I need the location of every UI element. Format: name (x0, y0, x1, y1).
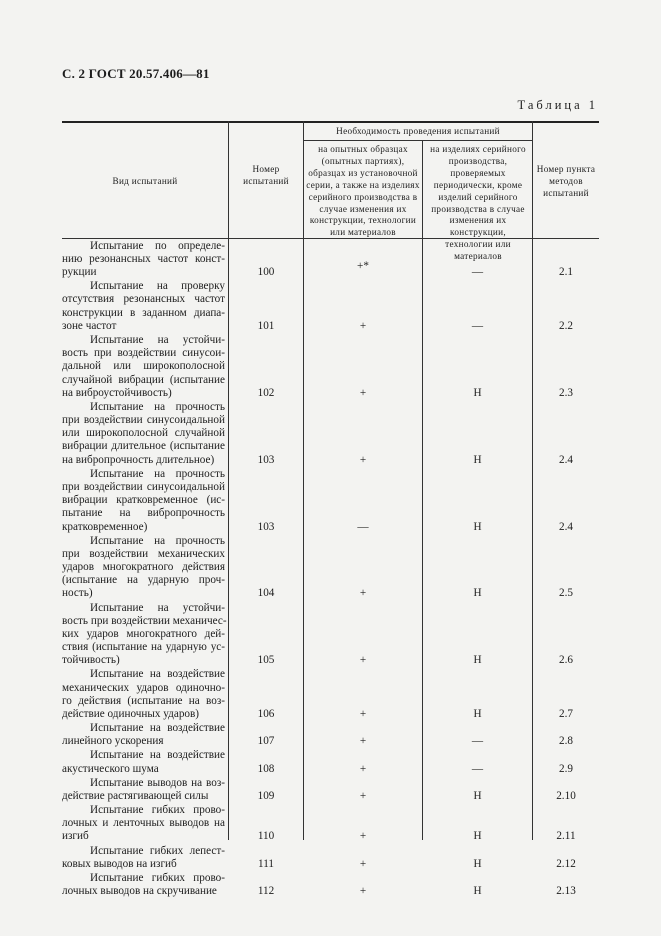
serial-necessity-cell: — (471, 735, 484, 748)
test-type-line: на вибропрочность длительное) (62, 453, 215, 466)
test-type-line: ковых выводов на изгиб (62, 857, 177, 870)
test-type-line: пытание на вибропрочность (62, 507, 225, 520)
test-type-line: Испытание на воздействие (90, 722, 225, 735)
test-type-line: Испытание гибких прово- (90, 804, 225, 816)
test-type-line: (испытание на ударную проч- (62, 574, 225, 587)
serial-necessity-cell: Н (473, 708, 482, 720)
test-type-line: при воздействии механических (62, 547, 225, 560)
header-prototypes: на опытных образцах (опытных партиях), образцах из установочной серии, а также на изделиях серийного производства в случае изменения их конструкции, технологии или материалов (306, 144, 420, 238)
method-clause-cell: 2.2 (559, 319, 573, 332)
test-type-cell (62, 749, 225, 775)
prototype-necessity-cell: + (359, 654, 367, 667)
test-type-line: Испытание на устойчи- (90, 333, 225, 346)
prototype-necessity-cell: + (359, 762, 367, 775)
serial-necessity-cell: Н (473, 386, 482, 399)
test-type-cell (62, 668, 225, 721)
test-type-line: конструкции в заданном диапа- (62, 306, 225, 319)
test-type-line: вость при воздействии синусои- (62, 347, 225, 360)
test-number-cell: 105 (257, 654, 275, 667)
test-type-cell (62, 804, 225, 844)
test-type-line: Испытание на устойчи- (90, 601, 225, 614)
test-type-line: линейного ускорения (62, 735, 164, 748)
column-divider (532, 121, 533, 840)
serial-necessity-cell: — (471, 266, 484, 279)
test-number-cell: 103 (257, 453, 275, 466)
column-divider (422, 140, 423, 840)
method-clause-cell: 2.8 (559, 735, 573, 748)
method-clause-cell: 2.4 (559, 520, 573, 533)
prototype-necessity-cell: + (359, 830, 367, 843)
serial-necessity-cell: Н (473, 453, 482, 466)
test-type-cell (62, 777, 225, 803)
test-number-cell: 103 (257, 520, 275, 533)
test-number-cell: 111 (258, 857, 274, 870)
test-number-cell: 110 (257, 830, 275, 843)
test-type-line: Испытание на прочность (90, 534, 225, 547)
prototype-necessity-cell: + (359, 885, 367, 897)
test-type-line: Испытание гибких лепест- (90, 844, 225, 857)
test-type-cell (62, 401, 225, 467)
prototype-necessity-cell: + (359, 708, 367, 720)
test-type-line: действие растягивающей силы (62, 789, 209, 802)
header-test-number: Номер испытаний (243, 164, 289, 186)
method-clause-cell: 2.12 (556, 857, 576, 870)
header-test-type: Вид испытаний (112, 176, 178, 186)
header-serial: на изделиях серийного производства, проверяемых периодически, кроме изделий серийного производства в случае изменения их конструкции, технологии или материалов (430, 144, 526, 262)
test-type-line: отсутствия резонансных частот (62, 293, 225, 306)
test-type-cell (62, 722, 225, 748)
test-type-line: при воздействии синусоидальной (62, 414, 225, 426)
prototype-necessity-cell: +* (357, 260, 369, 273)
header-method-clause: Номер пункта методов испытаний (536, 164, 596, 198)
test-type-line: или широкополосной случайной (62, 427, 225, 440)
test-type-line: случайной вибрации (испытание (62, 373, 225, 386)
serial-necessity-cell: Н (473, 520, 482, 533)
test-type-cell (62, 334, 225, 400)
table-caption: Таблица 1 (517, 98, 598, 112)
column-divider (228, 121, 229, 840)
method-clause-cell: 2.10 (556, 789, 576, 802)
necessity-header-rule (303, 140, 532, 141)
test-type-line: ность) (62, 587, 93, 600)
test-type-line: Испытание на воздействие (90, 668, 225, 681)
test-type-line: Испытание на воздействие (90, 749, 225, 762)
test-type-line: вибрации кратковременное (ис- (62, 494, 225, 507)
serial-necessity-cell: Н (473, 857, 482, 870)
prototype-necessity-cell: + (359, 453, 367, 466)
test-type-line: акустического шума (62, 762, 159, 775)
test-type-cell (62, 872, 225, 898)
test-number-cell: 109 (257, 789, 275, 802)
method-clause-cell: 2.11 (556, 830, 576, 843)
test-type-line: рукции (62, 266, 97, 279)
test-type-line: тойчивость) (62, 654, 120, 667)
test-type-line: механических ударов одиночно- (62, 681, 225, 694)
test-type-line: действие одиночных ударов) (62, 708, 200, 720)
test-number-cell: 112 (257, 885, 275, 897)
test-number-cell: 107 (257, 735, 275, 748)
test-type-line: ствия (испытание на ударную ус- (62, 641, 225, 654)
test-type-line: лочных и ленточных выводов на (62, 817, 225, 830)
test-type-line: лочных выводов на скручивание (62, 885, 217, 897)
serial-necessity-cell: Н (473, 587, 482, 600)
prototype-necessity-cell: — (357, 520, 369, 533)
test-type-line: нию резонансных частот конст- (62, 253, 225, 266)
test-type-line: дальной или широкополосной (62, 360, 225, 373)
test-number-cell: 104 (257, 587, 275, 600)
test-type-cell (62, 280, 225, 333)
test-type-cell (62, 240, 225, 280)
method-clause-cell: 2.9 (559, 762, 573, 775)
test-type-cell (62, 845, 225, 871)
method-clause-cell: 2.3 (559, 386, 573, 399)
test-type-line: зоне частот (62, 319, 117, 332)
serial-necessity-cell: Н (473, 654, 482, 667)
test-type-cell (62, 468, 225, 534)
test-type-line: Испытание гибких прово- (90, 871, 225, 884)
test-type-cell (62, 602, 225, 668)
method-clause-cell: 2.5 (559, 587, 573, 600)
table-top-rule (62, 121, 599, 123)
test-type-line: вость при воздействии механичес- (62, 614, 227, 627)
serial-necessity-cell: Н (473, 885, 482, 897)
test-number-cell: 100 (257, 266, 275, 279)
serial-necessity-cell: — (471, 319, 484, 332)
test-number-cell: 102 (257, 386, 275, 399)
test-type-line: Испытание на прочность (90, 467, 225, 480)
serial-necessity-cell: Н (473, 830, 482, 843)
prototype-necessity-cell: + (359, 735, 367, 748)
method-clause-cell: 2.1 (559, 266, 573, 279)
test-type-line: при воздействии синусоидальной (62, 480, 225, 493)
test-type-line: ких ударов многократного дей- (62, 627, 225, 640)
test-type-line: ударов многократного действия (62, 561, 225, 573)
test-type-line: на виброустойчивость) (62, 386, 172, 399)
page-header: С. 2 ГОСТ 20.57.406—81 (62, 66, 210, 81)
method-clause-cell: 2.4 (559, 453, 573, 466)
column-divider (303, 121, 304, 840)
test-type-line: го действия (испытание на воз- (62, 694, 225, 707)
test-number-cell: 108 (257, 762, 275, 775)
test-type-line: изгиб (62, 830, 89, 843)
test-type-line: вибрации длительное (испытание (62, 440, 225, 453)
test-type-line: Испытание по определе- (90, 240, 225, 252)
method-clause-cell: 2.7 (559, 708, 573, 720)
test-number-cell: 101 (257, 319, 275, 332)
serial-necessity-cell: Н (473, 789, 482, 802)
header-necessity: Необходимость проведения испытаний (336, 126, 500, 136)
prototype-necessity-cell: + (359, 319, 367, 332)
prototype-necessity-cell: + (359, 789, 367, 802)
test-type-line: Испытание на прочность (90, 400, 225, 413)
test-type-line: Испытание на проверку (90, 280, 225, 293)
method-clause-cell: 2.6 (559, 654, 573, 667)
prototype-necessity-cell: + (359, 857, 367, 870)
prototype-necessity-cell: + (359, 386, 367, 399)
prototype-necessity-cell: + (359, 587, 367, 600)
serial-necessity-cell: — (471, 762, 484, 775)
test-type-cell (62, 535, 225, 601)
method-clause-cell: 2.13 (556, 885, 576, 897)
test-type-line: кратковременное) (62, 520, 148, 533)
test-type-line: Испытание выводов на воз- (90, 776, 225, 789)
test-number-cell: 106 (257, 708, 275, 720)
